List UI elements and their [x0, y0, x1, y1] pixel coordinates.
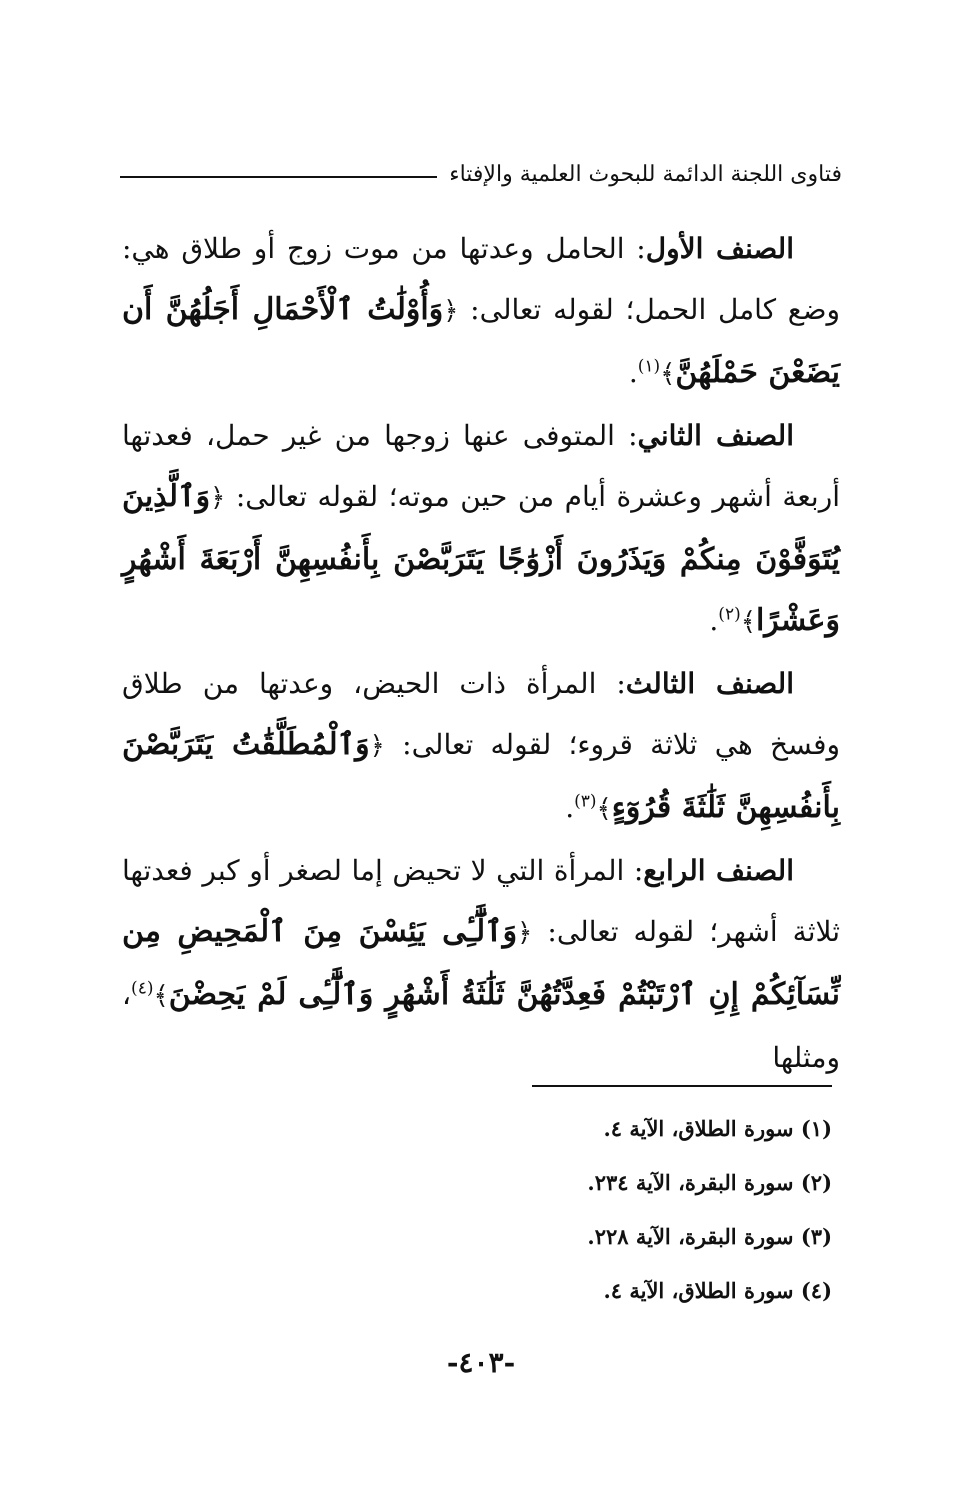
quran-verse: وَٱلَّذِينَ يُتَوَفَّوْنَ مِنكُمْ وَيَذَرُونَ أَزْوَٰجًا يَتَرَبَّصْنَ بِأَنفُسِهِنَّ أَرْبَعَةَ أَشْهُرٍ وَعَشْرًا: [122, 479, 840, 638]
quran-open-bracket: ﴿: [517, 918, 533, 948]
footnote-reference: (٢): [718, 604, 741, 625]
paragraph-category-4: [122, 840, 840, 1088]
paragraph-ending: .: [709, 604, 719, 637]
page-number: -٤٠٣-: [446, 1346, 516, 1379]
quran-close-bracket: ﴾: [596, 794, 612, 824]
body-text: [122, 218, 840, 1088]
footnote-1: (١) سورة الطلاق، الآية ٤.: [603, 1116, 832, 1141]
paragraph-text: المرأة ذات الحيض، وعدتها من طلاق وفسخ هي ثلاثة قروء؛ لقوله تعالى:: [122, 667, 840, 761]
paragraph-category-3: [122, 653, 840, 840]
quran-close-bracket: ﴾: [740, 607, 756, 637]
quran-verse: وَٱلْمُطَلَّقَٰتُ يَتَرَبَّصْنَ بِأَنفُسِهِنَّ ثَلَٰثَةَ قُرُوٓءٍ: [122, 727, 840, 825]
category-term: الصنف الأول: [645, 232, 794, 265]
footnote-2: (٢) سورة البقرة، الآية ٢٣٤.: [587, 1170, 832, 1195]
paragraph-category-2: [122, 405, 840, 653]
footnote-4: (٤) سورة الطلاق، الآية ٤.: [603, 1278, 832, 1303]
quran-close-bracket: ﴾: [660, 359, 676, 389]
footnote-reference: (٣): [574, 791, 597, 812]
footnote-3: (٣) سورة البقرة، الآية ٢٢٨.: [587, 1224, 832, 1249]
category-term: الصنف الثالث: [625, 667, 794, 700]
quran-open-bracket: ﴿: [443, 296, 459, 326]
footnote-reference: (١): [637, 356, 661, 377]
footnotes: [232, 1106, 832, 1322]
term-colon: :: [624, 854, 644, 887]
paragraph-text: الحامل وعدتها من موت زوج أو طلاق هي: وضع كامل الحمل؛ لقوله تعالى:: [122, 232, 840, 326]
quran-open-bracket: ﴿: [369, 731, 385, 761]
category-term: الصنف الثاني: [637, 419, 794, 452]
quran-open-bracket: ﴿: [210, 483, 226, 513]
term-colon: :: [596, 667, 626, 700]
paragraph-text: المتوفى عنها زوجها من غير حمل، فعدتها أربعة أشهر وعشرة أيام من حين موته؛ لقوله تعالى:: [122, 419, 840, 513]
paragraph-ending: .: [628, 356, 638, 389]
category-term: الصنف الرابع: [643, 854, 794, 887]
quran-verse: وَٱلَّٰٓـِٔى يَئِسْنَ مِنَ ٱلْمَحِيضِ مِن نِّسَآئِكُمْ إِنِ ٱرْتَبْتُمْ فَعِدَّتُهُنَّ ثَلَٰثَةُ أَشْهُرٍ وَٱلَّٰٓـِٔى لَمْ يَحِضْنَ: [122, 914, 840, 1012]
quran-verse: وَأُوْلَٰتُ ٱلْأَحْمَالِ أَجَلُهُنَّ أَن يَضَعْنَ حَمْلَهُنَّ: [122, 292, 840, 390]
footnote-separator: [532, 1085, 832, 1087]
running-title: فتاوى اللجنة الدائمة للبحوث العلمية والإفتاء: [449, 161, 842, 187]
running-header: [120, 152, 842, 196]
paragraph-ending: ، ومثلها: [122, 978, 840, 1074]
paragraph-ending: .: [565, 791, 575, 824]
term-colon: :: [624, 232, 646, 265]
term-colon: :: [614, 419, 638, 452]
paragraph-category-1: [122, 218, 840, 405]
quran-close-bracket: ﴾: [153, 981, 169, 1011]
paragraph-text: المرأة التي لا تحيض إما لصغر أو كبر فعدتها ثلاثة أشهر؛ لقوله تعالى:: [122, 854, 840, 948]
header-rule: [120, 176, 437, 178]
footnote-reference: (٤): [131, 978, 154, 999]
